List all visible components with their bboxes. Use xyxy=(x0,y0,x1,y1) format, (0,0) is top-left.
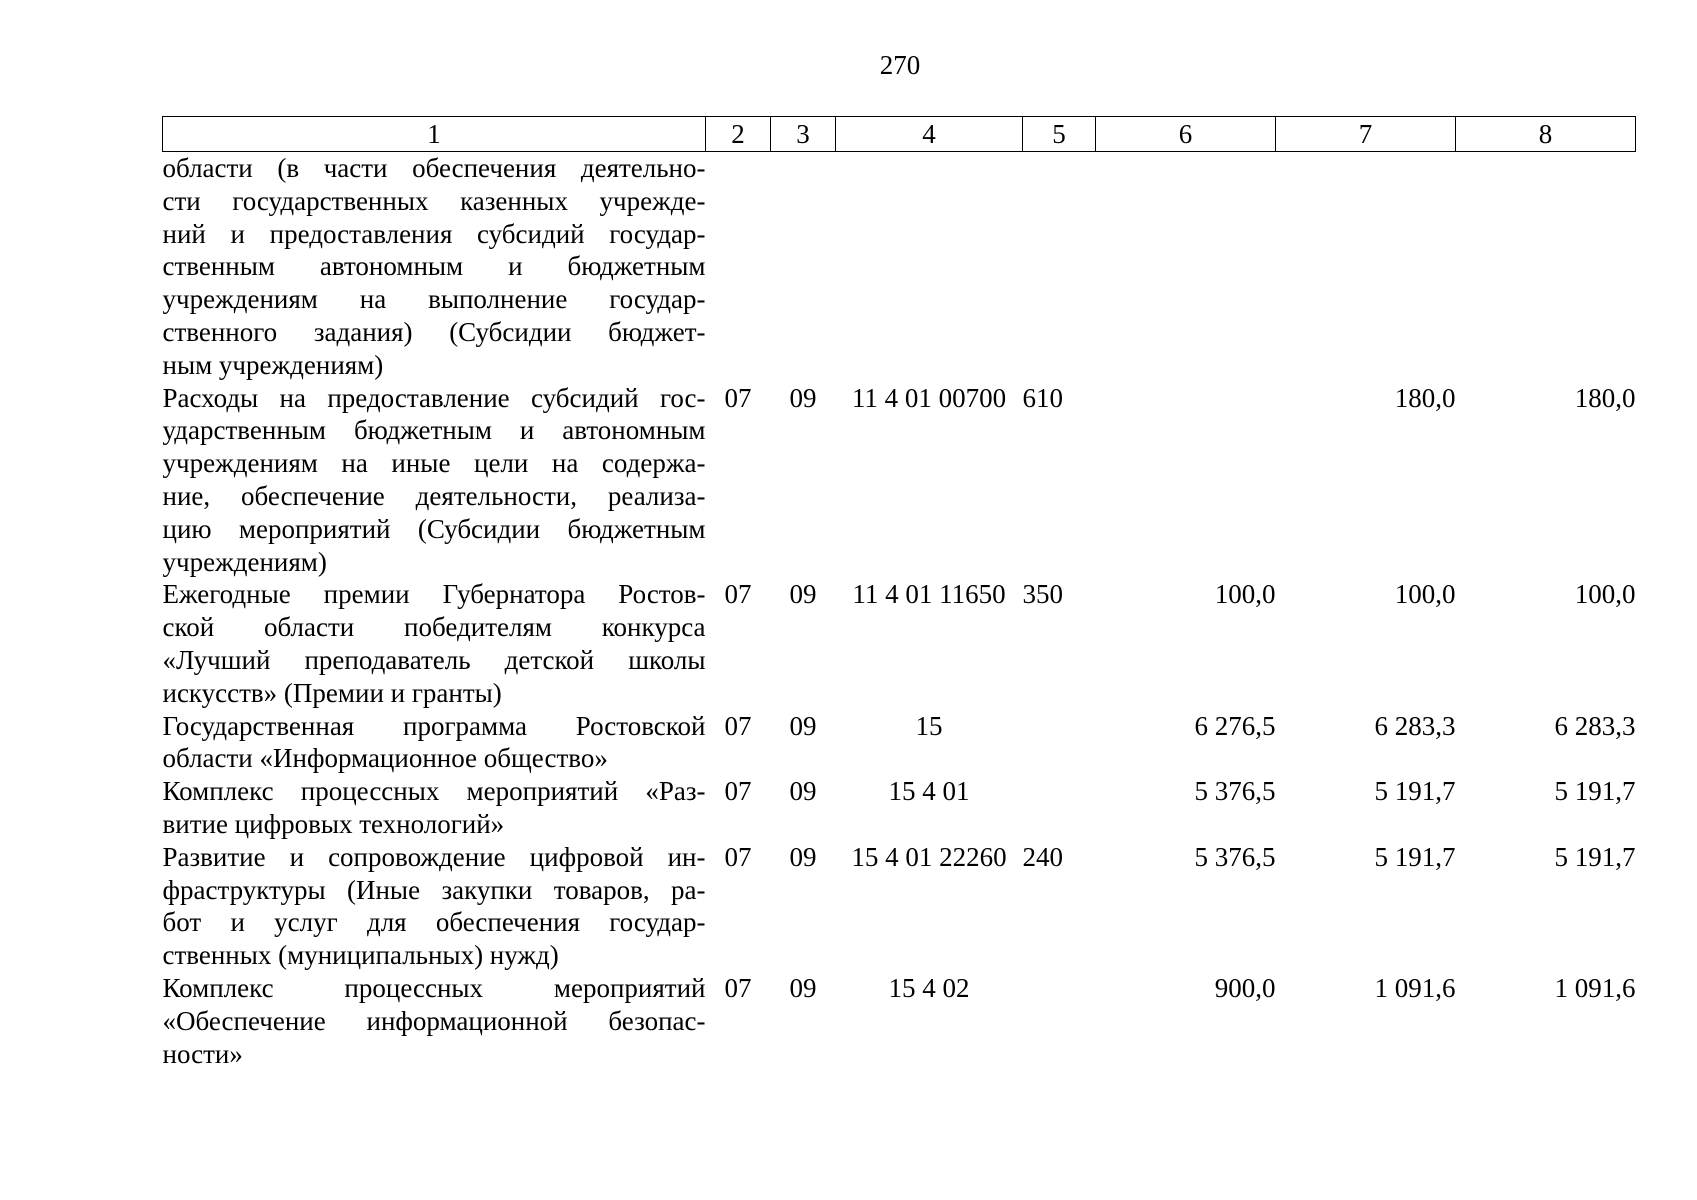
header-col-8: 8 xyxy=(1456,117,1636,152)
description-line: Ежегодные премии Губернатора Ростов- xyxy=(162,579,706,610)
section-code: 07 xyxy=(724,972,752,1003)
section-code: 07 xyxy=(724,776,752,807)
table-row xyxy=(163,152,1636,382)
amount-year-3: 100,0 xyxy=(1574,579,1636,610)
description-line: ственным автономным и бюджетным xyxy=(162,251,706,282)
amount-year-3: 180,0 xyxy=(1574,382,1636,413)
amount-year-2: 1 091,6 xyxy=(1374,972,1456,1003)
target-article-code: 15 4 01 xyxy=(888,776,970,807)
section-code: 07 xyxy=(724,579,752,610)
header-col-3: 3 xyxy=(771,117,836,152)
description-line: Комплекс процессных мероприятий «Раз- xyxy=(162,776,706,807)
expense-type-code xyxy=(1023,152,1096,382)
description-line: Государственная программа Ростовской xyxy=(162,710,706,741)
description-line: цию мероприятий (Субсидии бюджетным xyxy=(162,513,706,544)
description-line: Комплекс процессных мероприятий xyxy=(162,972,706,1003)
section-code: 07 xyxy=(724,710,752,741)
table-row xyxy=(163,710,1636,776)
target-article-code: 15 4 02 xyxy=(888,972,970,1003)
amount-year-1: 5 376,5 xyxy=(1194,776,1276,807)
subsection-code: 09 xyxy=(789,710,817,741)
description-line: ской области победителям конкурса xyxy=(162,612,706,643)
description-line: бот и услуг для обеспечения государ- xyxy=(162,907,706,938)
amount-year-1 xyxy=(1096,382,1276,579)
expense-type-code: 350 xyxy=(1022,579,1063,610)
description-line: учреждениям на иные цели на содержа- xyxy=(162,448,706,479)
subsection-code xyxy=(771,152,836,382)
description-line: фраструктуры (Иные закупки товаров, ра- xyxy=(162,874,706,905)
subsection-code: 09 xyxy=(789,579,817,610)
amount-year-1 xyxy=(1096,152,1276,382)
row-description xyxy=(163,775,706,841)
table-body xyxy=(163,152,1636,1071)
amount-year-2 xyxy=(1276,152,1456,382)
description-line: сти государственных казенных учрежде- xyxy=(162,185,706,216)
expense-type-code xyxy=(1023,972,1096,1070)
amount-year-3: 5 191,7 xyxy=(1554,841,1636,872)
page-number: 270 xyxy=(879,50,921,80)
row-description xyxy=(163,578,706,709)
amount-year-3: 5 191,7 xyxy=(1554,776,1636,807)
amount-year-3: 6 283,3 xyxy=(1554,710,1636,741)
section-code: 07 xyxy=(724,382,752,413)
amount-year-1: 100,0 xyxy=(1214,579,1276,610)
table-row xyxy=(163,972,1636,1070)
amount-year-3 xyxy=(1456,152,1636,382)
table-row xyxy=(163,775,1636,841)
target-article-code: 11 4 01 00700 xyxy=(851,382,1007,413)
amount-year-1: 5 376,5 xyxy=(1194,841,1276,872)
description-line: Расходы на предоставление субсидий гос- xyxy=(162,382,706,413)
description-line: «Лучший преподаватель детской школы xyxy=(162,644,706,675)
description-line: искусств» (Премии и гранты) xyxy=(162,677,502,708)
target-article-code: 15 xyxy=(915,710,943,741)
target-article-code: 11 4 01 11650 xyxy=(852,579,1006,610)
description-line: учреждениям) xyxy=(162,546,327,577)
row-description xyxy=(163,152,706,382)
target-article-code: 15 4 01 22260 xyxy=(851,841,1007,872)
header-col-2: 2 xyxy=(706,117,771,152)
budget-table xyxy=(162,116,1636,1070)
row-description xyxy=(163,972,706,1070)
description-line: ственного задания) (Субсидии бюджет- xyxy=(162,316,706,347)
description-line: учреждениям на выполнение государ- xyxy=(162,284,706,315)
subsection-code: 09 xyxy=(789,776,817,807)
subsection-code: 09 xyxy=(789,382,817,413)
expense-type-code xyxy=(1023,775,1096,841)
description-line: «Обеспечение информационной безопас- xyxy=(162,1005,706,1036)
expense-type-code: 240 xyxy=(1022,841,1063,872)
amount-year-3: 1 091,6 xyxy=(1554,972,1636,1003)
description-line: ние, обеспечение деятельности, реализа- xyxy=(162,480,706,511)
table-row xyxy=(163,841,1636,972)
table-row xyxy=(163,578,1636,709)
table-header-row xyxy=(163,117,1636,152)
row-description xyxy=(163,710,706,776)
description-line: витие цифровых технологий» xyxy=(162,808,505,839)
row-description xyxy=(163,841,706,972)
description-line: области «Информационное общество» xyxy=(162,743,608,774)
description-line: ности» xyxy=(162,1038,243,1069)
header-col-7: 7 xyxy=(1276,117,1456,152)
target-article-code xyxy=(836,152,1023,382)
header-col-4: 4 xyxy=(836,117,1023,152)
amount-year-2: 5 191,7 xyxy=(1374,776,1456,807)
description-line: ний и предоставления субсидий государ- xyxy=(162,218,706,249)
description-line: ственных (муниципальных) нужд) xyxy=(162,940,559,971)
row-description xyxy=(163,382,706,579)
section-code xyxy=(706,152,771,382)
amount-year-2: 100,0 xyxy=(1394,579,1456,610)
expense-type-code xyxy=(1023,710,1096,776)
amount-year-2: 6 283,3 xyxy=(1374,710,1456,741)
section-code: 07 xyxy=(724,841,752,872)
header-col-5: 5 xyxy=(1023,117,1096,152)
subsection-code: 09 xyxy=(789,972,817,1003)
description-line: ударственным бюджетным и автономным xyxy=(162,415,706,446)
description-line: ным учреждениям) xyxy=(162,349,384,380)
amount-year-1: 900,0 xyxy=(1214,972,1276,1003)
amount-year-2: 5 191,7 xyxy=(1374,841,1456,872)
table-row xyxy=(163,382,1636,579)
description-line: области (в части обеспечения деятельно- xyxy=(162,153,706,183)
description-line: Развитие и сопровождение цифровой ин- xyxy=(162,841,706,872)
header-col-1: 1 xyxy=(163,117,706,152)
expense-type-code: 610 xyxy=(1022,382,1063,413)
subsection-code: 09 xyxy=(789,841,817,872)
header-col-6: 6 xyxy=(1096,117,1276,152)
amount-year-1: 6 276,5 xyxy=(1194,710,1276,741)
amount-year-2: 180,0 xyxy=(1394,382,1456,413)
